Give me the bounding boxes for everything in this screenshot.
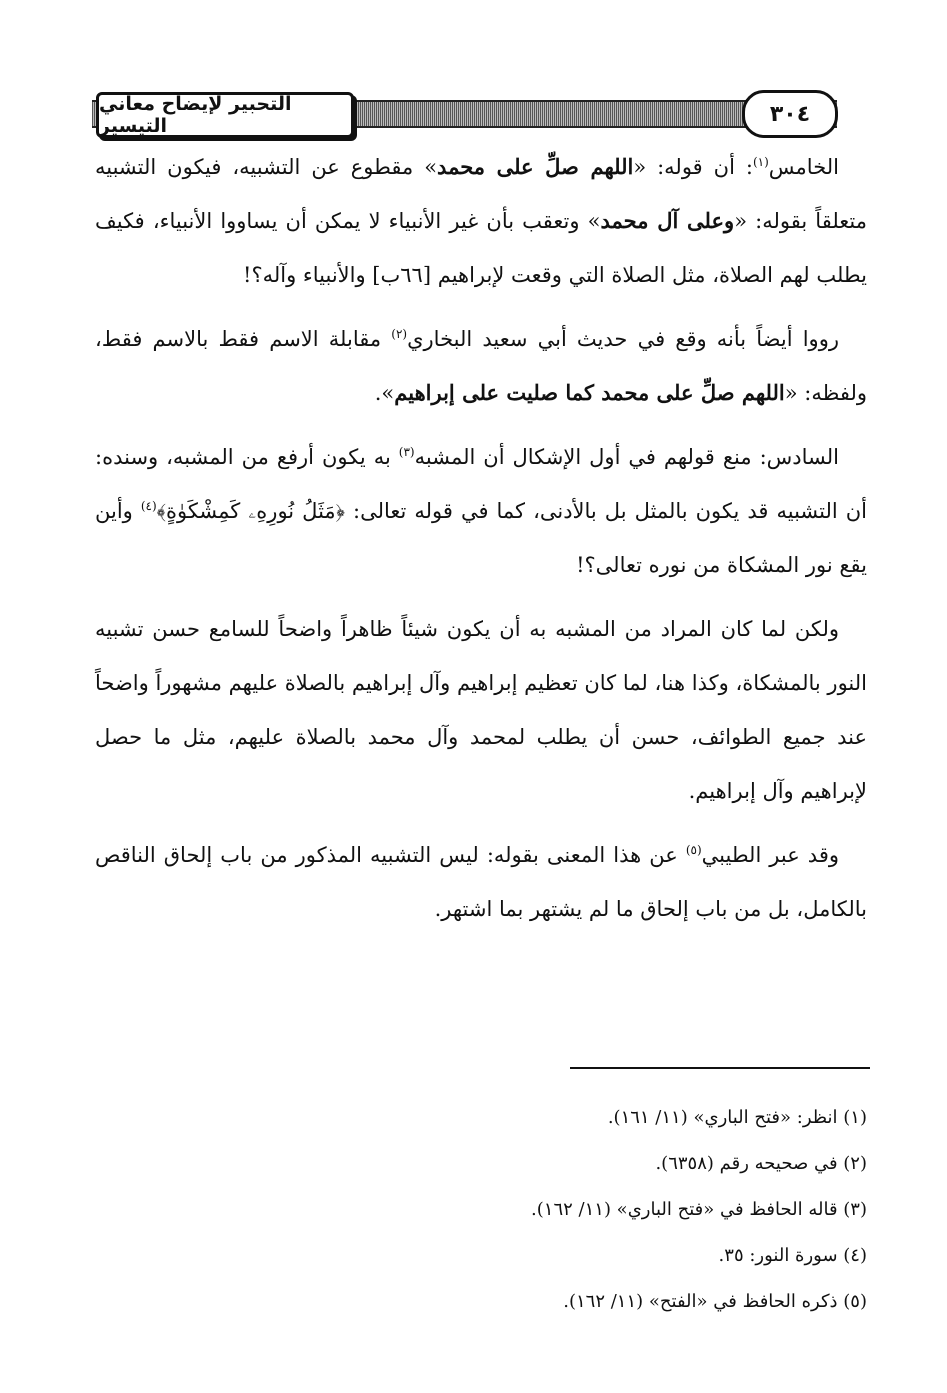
footnote-divider <box>570 1067 870 1069</box>
page-header <box>92 90 837 140</box>
emphasis-text: اللهم صلِّ على محمد <box>437 154 634 179</box>
footnote-ref: (٥) <box>685 843 702 857</box>
book-title: التحبير لإيضاح معاني التيسير <box>96 92 354 138</box>
text-run: مقابلة الاسم فقط بالاسم فقط، ولفظه: « <box>95 327 867 405</box>
footnote: (٤) سورة النور: ٣٥. <box>718 1245 867 1266</box>
text-run: ولكن لما كان المراد من المشبه به أن يكون شيئاً ظاهراً واضحاً للسامع حسن تشبيه النور بالمشكاة، وكذا هنا، لما كان تعظيم إبراهيم وآل إبراهيم بالصلاة عليهم مشهوراً واضحاً عند جميع الطوائف، حسن أن يطلب لمحمد وآل محمد بالصلاة عليهم، مثل ما حصل لإبراهيم وآل إبراهيم. <box>95 617 867 803</box>
footnote-ref: (٣) <box>398 445 415 459</box>
text-run: وأين يقع نور المشكاة من نوره تعالى؟! <box>95 499 867 577</box>
emphasis-text: وعلى آل محمد <box>600 208 735 233</box>
footnote: (٣) قاله الحافظ في «فتح الباري» (١١/ ١٦٢). <box>531 1199 867 1220</box>
text-run: الخامس <box>768 155 839 179</box>
emphasis-text: اللهم صلِّ على محمد كما صليت على إبراهيم <box>394 380 785 405</box>
footnotes <box>95 1095 867 1325</box>
paragraph <box>95 430 867 592</box>
paragraph <box>95 140 867 302</box>
footnote: (١) انظر: «فتح الباري» (١١/ ١٦١). <box>607 1107 867 1128</box>
footnote-ref: (١) <box>752 155 769 169</box>
footnote: (٢) في صحيحه رقم (٦٣٥٨). <box>655 1153 867 1174</box>
text-run: : أن قوله: « <box>633 155 753 179</box>
footnote: (٥) ذكره الحافظ في «الفتح» (١١/ ١٦٢). <box>563 1291 867 1312</box>
footnote-ref: (٤) <box>140 499 157 513</box>
text-run: » وتعقب بأن غير الأنبياء لا يمكن أن يساووا الأنبياء، فكيف يطلب لهم الصلاة، مثل الصلاة التي وقعت لإبراهيم [٦٦ب] والأنبياء وآله؟! <box>95 209 867 287</box>
text-run: عن هذا المعنى بقوله: ليس التشبيه المذكور من باب إلحاق الناقص بالكامل، بل من باب إلحاق ما لم يشتهر بما اشتهر. <box>95 843 867 921</box>
paragraph <box>95 602 867 818</box>
paragraph <box>95 312 867 420</box>
main-text <box>95 140 867 946</box>
text-run: » مقطوع عن التشبيه، فيكون التشبيه متعلقاً بقوله: « <box>95 155 867 233</box>
text-run: رووا أيضاً بأنه وقع في حديث أبي سعيد البخاري <box>407 327 839 351</box>
page-number: ٣٠٤ <box>742 90 838 138</box>
text-run: ». <box>374 381 395 405</box>
footnote-ref: (٢) <box>391 327 408 341</box>
text-run: به يكون أرفع من المشبه، وسنده: أن التشبيه قد يكون بالمثل بل بالأدنى، كما في قوله تعالى: ﴿مَثَلُ نُورِهِۦ كَمِشْكَوٰةٍ﴾ <box>95 445 867 523</box>
text-run: السادس: منع قولهم في أول الإشكال أن المشبه <box>414 445 839 469</box>
paragraph <box>95 828 867 936</box>
text-run: وقد عبر الطيبي <box>701 843 840 867</box>
